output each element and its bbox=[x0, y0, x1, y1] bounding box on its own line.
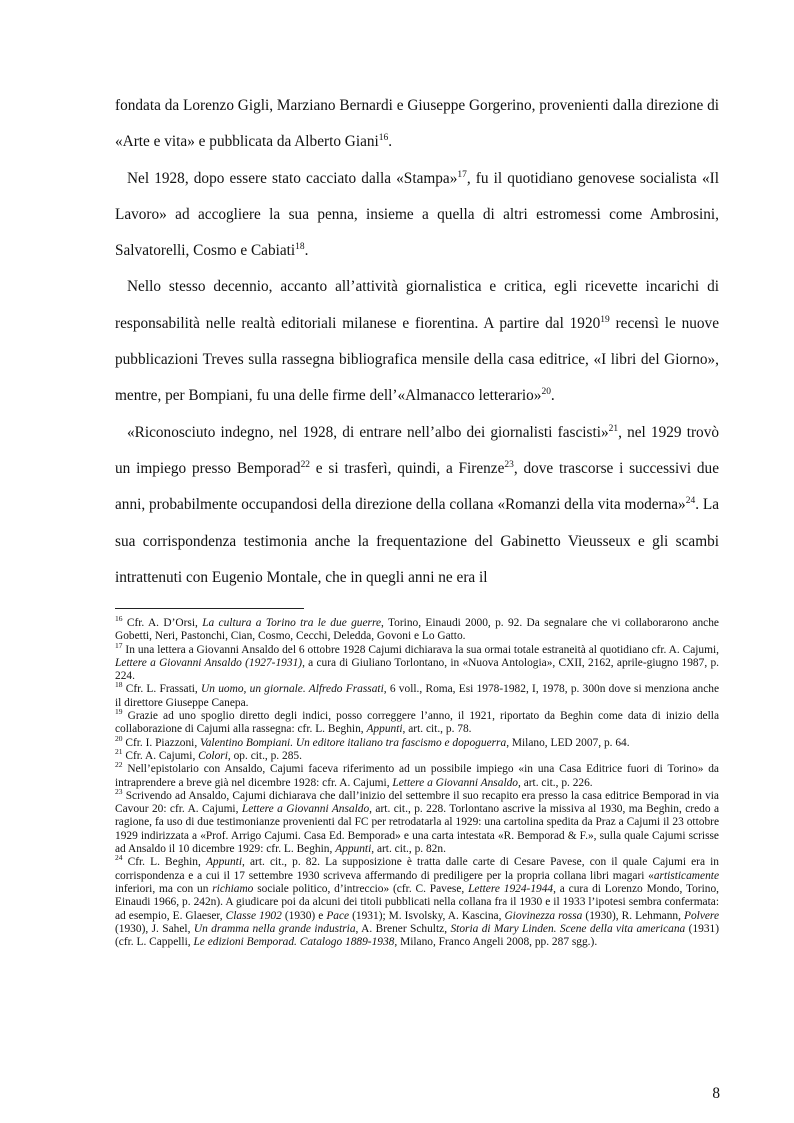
footnote-ref-22[interactable]: 22 bbox=[300, 459, 311, 470]
footnote-ref-17[interactable]: 17 bbox=[457, 169, 467, 180]
body-text bbox=[115, 88, 719, 596]
footnote-22: $^{22}$ Nell’epistolario con Ansaldo, Cajumi faceva riferimento ad un possibile impiego «in una Casa Editrice fuori di Torino» da intraprendere a breve già nel dicembre 1928: cfr. A. Cajumi, Lettere a Giovanni Ansaldo, art. cit., p. 226. bbox=[115, 760, 719, 789]
page-number: 8 bbox=[712, 1085, 720, 1102]
paragraph-4: «Riconosciuto indegno, nel 1928, di entrare nell’albo dei giornalisti fascisti»$^{21}$, nel 1929 trovò un impiego presso Bemporad$^{22}$ e si trasferì, quindi, a Firenze$^{23}$, dove trascorse i successivi due anni, probabilmente occupandosi della direzione della collana «Romanzi della vita moderna»$^{24}$. La sua corrispondenza testimonia anche la frequentazione del Gabinetto Vieusseux e gli scambi intrattenuti con Eugenio Montale, che in quegli anni ne era il bbox=[115, 423, 719, 586]
paragraph-2: Nel 1928, dopo essere stato cacciato dalla «Stampa»$^{17}$, fu il quotidiano genovese socialista «Il Lavoro» ad accogliere la sua penna, insieme a quella di altri estromessi come Ambrosini, Salvatorelli, Cosmo e Cabiati$^{18}$. bbox=[115, 169, 719, 260]
footnote-19: $^{19}$ Grazie ad uno spoglio diretto degli indici, posso correggere l’anno, il 1921, riportato da Beghin come data di inizio della collaborazione di Cajumi alla rassegna: cfr. L. Beghin, Appunti, art. cit., p. 78. bbox=[115, 707, 719, 736]
paragraph-3: Nello stesso decennio, accanto all’attività giornalistica e critica, egli ricevette incarichi di responsabilità nelle realtà editoriali milanese e fiorentina. A partire dal 1920$^{19}$ recensì le nuove pubblicazioni Treves sulla rassegna bibliografica mensile della casa editrice, «I libri del Giorno», mentre, per Bompiani, fu una delle firme dell’«Almanacco letterario»$^{20}$. bbox=[115, 278, 719, 405]
footnote-separator bbox=[115, 608, 304, 609]
footnote-23: $^{23}$ Scrivendo ad Ansaldo, Cajumi dichiarava che dall’inizio del settembre il suo recapito era presso la casa editrice Bemporad in via Cavour 20: cfr. A. Cajumi, Lettere a Giovanni Ansaldo, art. cit., p. 228. Torlontano ascrive la missiva al 1930, ma Beghin, credo a ragione, fa uso di due testimonianze provenienti dal FC per retrodatarla al 1929: una cartolina spedita da Praz a Cajumi il 23 ottobre 1929 indirizzata a «Prof. Arrigo Cajumi. Casa Ed. Bemporad» e una carta intestata «R. Bemporad & F.», sulla quale Cajumi scrisse ad Ansaldo il 10 dicembre 1929: cfr. L. Beghin, Appunti, art. cit., p. 82n. bbox=[115, 787, 719, 856]
footnote-17: $^{17}$ In una lettera a Giovanni Ansaldo del 6 ottobre 1928 Cajumi dichiarava la sua ormai totale estraneità al quotidiano cfr. A. Cajumi, Lettere a Giovanni Ansaldo (1927-1931), a cura di Giuliano Torlontano, in «Nuova Antologia», CXII, 2162, aprile-giugno 1987, p. 224. bbox=[115, 640, 719, 683]
footnote-20: $^{20}$ Cfr. I. Piazzoni, Valentino Bompiani. Un editore italiano tra fascismo e dopoguerra, Milano, LED 2007, p. 64. bbox=[115, 733, 630, 749]
footnote-ref-21[interactable]: 21 bbox=[608, 423, 619, 434]
footnote-24: $^{24}$ Cfr. L. Beghin, Appunti, art. cit., p. 82. La supposizione è tratta dalle carte di Cesare Pavese, con il quale Cajumi era in corrispondenza e a cui il 17 settembre 1930 scriveva affermando di prediligere per la propria collana libri magari «artisticamente inferiori, ma con un richiamo sociale politico, d’intreccio» (cfr. C. Pavese, Lettere 1924-1944, a cura di Lorenzo Mondo, Torino, Einaudi 1966, p. 242n). A giudicare poi da alcuni dei titoli pubblicati nella collana fra il 1930 e il 1933 l’ipotesi sembra confermata: ad esempio, E. Glaeser, Classe 1902 (1930) e Pace (1931); M. Isvolsky, A. Kascina, Giovinezza rossa (1930), R. Lehmann, Polvere (1930), J. Sahel, Un dramma nella grande industria, A. Brener Schultz, Storia di Mary Linden. Scene della vita americana (1931) (cfr. L. Cappelli, Le edizioni Bemporad. Catalogo 1889-1938, Milano, Franco Angeli 2008, pp. 287 sgg.). bbox=[115, 853, 720, 949]
footnote-ref-18[interactable]: 18 bbox=[295, 242, 305, 253]
footnote-ref-23[interactable]: 23 bbox=[504, 459, 514, 470]
footnote-16: $^{16}$ Cfr. A. D’Orsi, La cultura a Torino tra le due guerre, Torino, Einaudi 2000, p. 92. Da segnalare che vi collaborarono anche Gobetti, Neri, Pastonchi, Cian, Cosmo, Cecchi, Deledda, Govoni e Lo Gatto. bbox=[115, 614, 719, 643]
footnote-ref-24[interactable]: 24 bbox=[685, 496, 696, 507]
footnote-ref-16[interactable]: 16 bbox=[378, 133, 389, 144]
footnote-ref-19[interactable]: 19 bbox=[600, 314, 610, 325]
footnotes bbox=[115, 614, 720, 949]
footnote-21: $^{21}$ Cfr. A. Cajumi, Colori, op. cit., p. 285. bbox=[115, 747, 302, 762]
paragraph-1: fondata da Lorenzo Gigli, Marziano Bernardi e Giuseppe Gorgerino, provenienti dalla direzione di «Arte e vita» e pubblicata da Alberto Giani$^{16}$. bbox=[115, 97, 719, 151]
footnote-ref-20[interactable]: 20 bbox=[541, 387, 551, 398]
footnote-18: $^{18}$ Cfr. L. Frassati, Un uomo, un giornale. Alfredo Frassati, 6 voll., Roma, Esi 1978-1982, I, 1978, p. 300n dove si menziona anche il direttore Giuseppe Canepa. bbox=[115, 680, 720, 709]
